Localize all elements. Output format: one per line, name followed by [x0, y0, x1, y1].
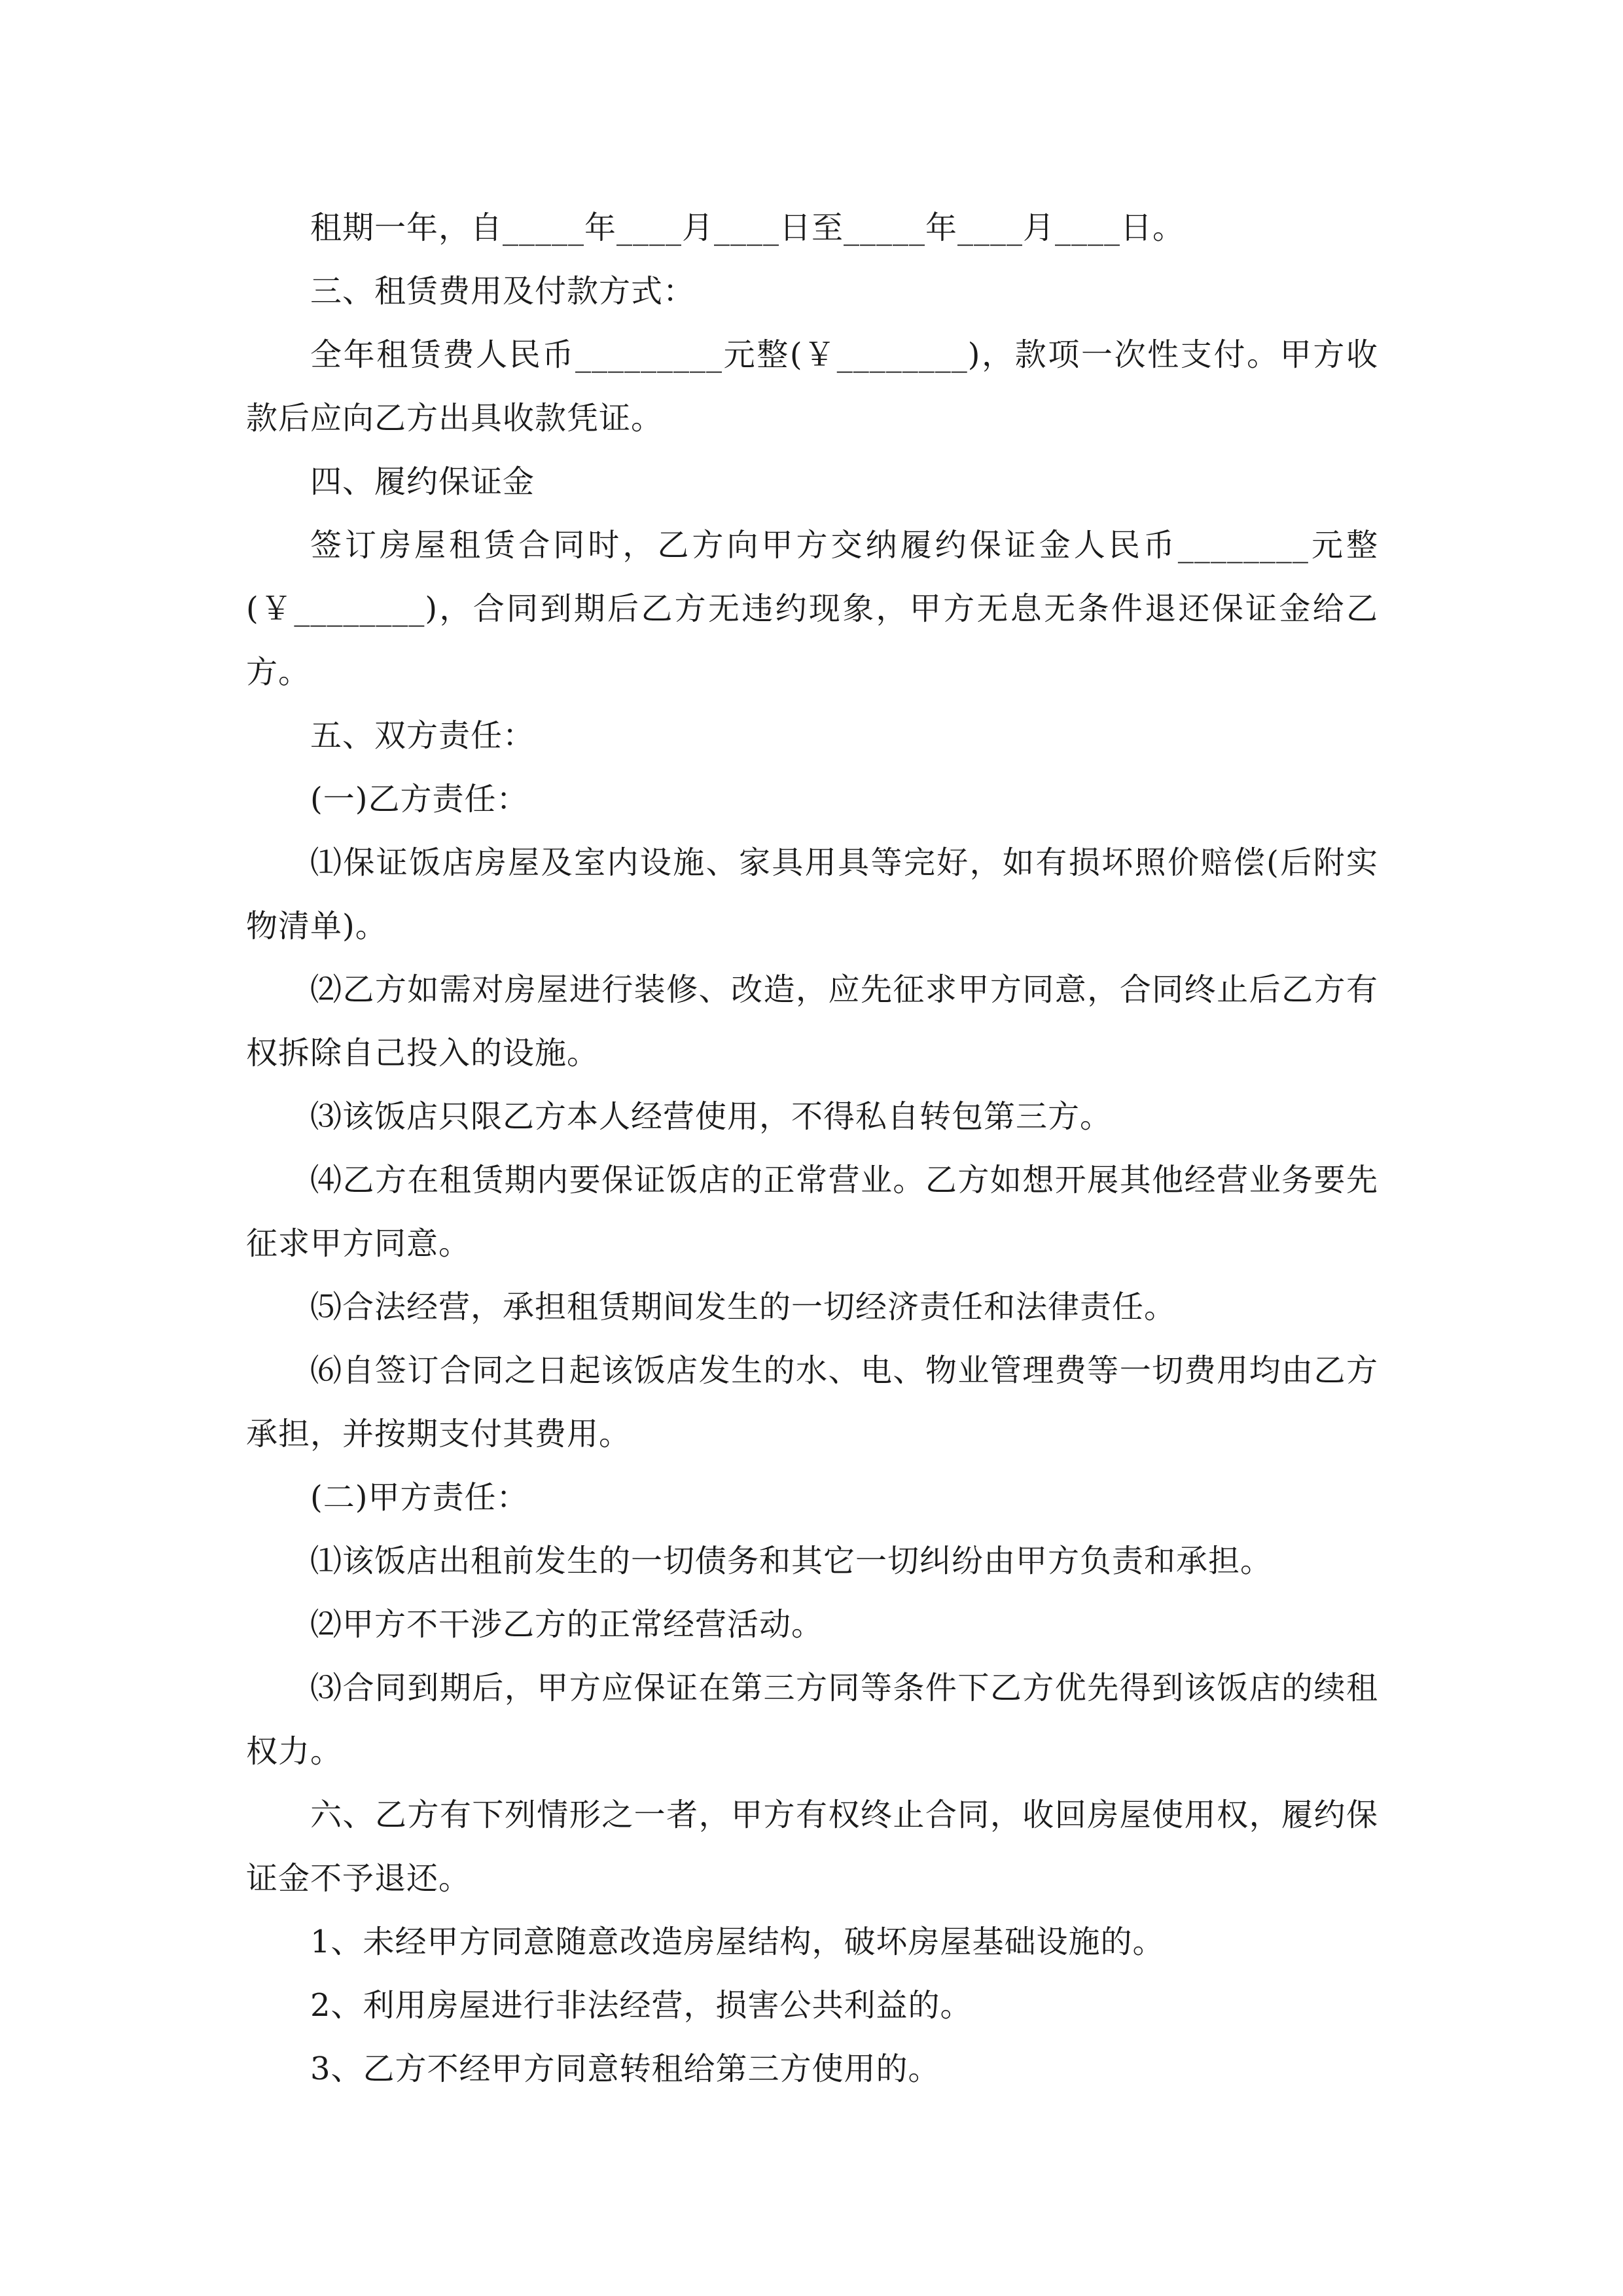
party-b-duty-3: ⑶该饭店只限乙方本人经营使用，不得私自转包第三方。: [310, 1098, 1113, 1135]
section-6-heading: 六、乙方有下列情形之一者，甲方有权终止合同，收回房屋使用权，履约保证金不予退还。: [246, 1797, 1378, 1897]
rent-payment-paragraph: 全年租赁费人民币_________元整(￥________)，款项一次性支付。甲方收款后应向乙方出具收款凭证。: [246, 336, 1378, 437]
party-a-duties-heading: (二)甲方责任：: [310, 1479, 529, 1516]
contract-body: [246, 196, 1378, 2101]
section-4-heading: 四、履约保证金: [310, 463, 535, 500]
termination-item-2: 2、利用房屋进行非法经营，损害公共利益的。: [310, 1987, 972, 2024]
section-5-heading: 五、双方责任：: [310, 717, 535, 754]
termination-item-3: 3、乙方不经甲方同意转租给第三方使用的。: [310, 2051, 940, 2087]
party-b-duties-heading: (一)乙方责任：: [310, 781, 529, 817]
party-b-duty-4: ⑷乙方在租赁期内要保证饭店的正常营业。乙方如想开展其他经营业务要先征求甲方同意。: [246, 1162, 1378, 1262]
party-b-duty-6: ⑹自签订合同之日起该饭店发生的水、电、物业管理费等一切费用均由乙方承担，并按期支付其费用。: [246, 1352, 1378, 1452]
section-3-heading: 三、租赁费用及付款方式：: [310, 273, 696, 310]
termination-item-1: 1、未经甲方同意随意改造房屋结构，破坏房屋基础设施的。: [310, 1924, 1165, 1960]
party-a-duty-1: ⑴该饭店出租前发生的一切债务和其它一切纠纷由甲方负责和承担。: [310, 1543, 1273, 1579]
party-b-duty-5: ⑸合法经营，承担租赁期间发生的一切经济责任和法律责任。: [310, 1289, 1177, 1325]
deposit-paragraph: 签订房屋租赁合同时，乙方向甲方交纳履约保证金人民币________元整(￥________)，合同到期后乙方无违约现象，甲方无息无条件退还保证金给乙方。: [246, 527, 1378, 691]
party-b-duty-1: ⑴保证饭店房屋及室内设施、家具用具等完好，如有损坏照价赔偿(后附实物清单)。: [246, 844, 1378, 944]
party-a-duty-2: ⑵甲方不干涉乙方的正常经营活动。: [310, 1606, 824, 1643]
lease-term-paragraph: 租期一年，自_____年____月____日至_____年____月____日。: [310, 209, 1185, 246]
party-b-duty-2: ⑵乙方如需对房屋进行装修、改造，应先征求甲方同意，合同终止后乙方有权拆除自己投入的设施。: [246, 971, 1378, 1071]
party-a-duty-3: ⑶合同到期后，甲方应保证在第三方同等条件下乙方优先得到该饭店的续租权力。: [246, 1670, 1378, 1770]
